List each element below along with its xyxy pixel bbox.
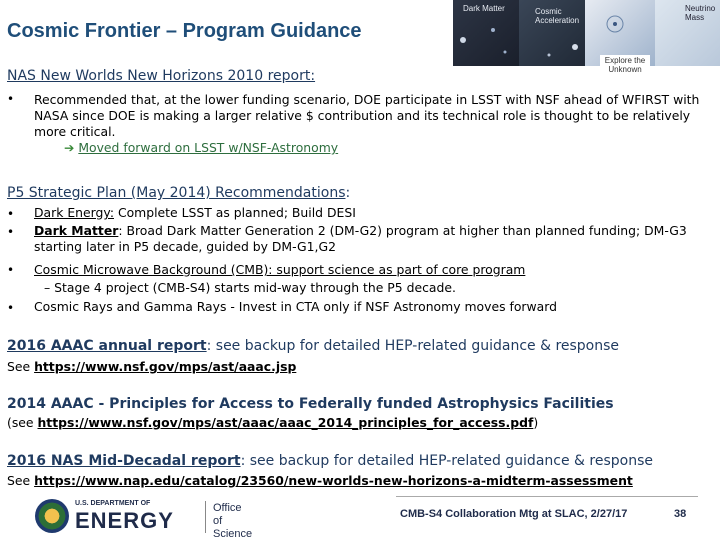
office-line-2: Science [213,528,253,540]
logo-divider [205,501,206,533]
aaac2014-see [7,415,538,431]
footer-divider [396,496,698,497]
doe-dept-text: U.S. DEPARTMENT OF [75,500,151,507]
dark-matter-label: Dark Matter [463,4,505,13]
bullet-dot: • [7,225,15,239]
nas2016-see-text: See [7,473,35,488]
nas-bullet-text [34,92,704,156]
aaac2016-heading-text: 2016 AAAC annual report [7,338,207,354]
doe-logo [35,497,253,540]
footer-meeting: CMB-S4 Collaboration Mtg at SLAC, 2/27/17 [400,508,628,520]
aaac2014-heading-text: 2014 AAAC - Principles for Access to Federally funded Astrophysics Facilities [7,396,614,412]
nas-heading-text: NAS New Worlds New Horizons 2010 report: [7,68,316,84]
p5-sub-bullet: – Stage 4 project (CMB-S4) starts mid-way through the P5 decade. [44,280,456,295]
frontier-image-strip [453,0,720,72]
p5-heading-text: P5 Strategic Plan (May 2014) Recommendations [7,185,346,201]
p5-bullet-cosmic-rays: Cosmic Rays and Gamma Rays - Invest in CTA only if NSF Astronomy moves forward [34,299,557,314]
bullet-dot: • [7,92,15,106]
nas-heading [7,68,315,84]
cluster-image [519,0,585,66]
bullet-dot: • [7,263,15,277]
neutrino-mass-label: Neutrino Mass [685,4,716,22]
p5-heading [7,185,350,201]
nas-bullet-body: Recommended that, at the lower funding scenario, DOE participate in LSST with NSF ahead of WFIRST with NASA since DOE is making a larger relative $ contribution and its technical role is thought to be relatively more critical. [34,92,700,139]
slide-title: Cosmic Frontier – Program Guidance [7,20,362,42]
p5-bullet-dark-matter [34,223,704,255]
aaac2016-heading [7,338,619,354]
cmb-text: Cosmic Microwave Background (CMB): support science as part of core program [34,262,526,277]
aaac2016-rest: : see backup for detailed HEP-related guidance & response [206,338,620,354]
office-line-1: Office of [213,502,242,527]
dark-matter-bullet-label: Dark Matter [34,223,119,238]
doe-energy-text: ENERGY [75,508,174,533]
cosmic-acceleration-label: Cosmic Acceleration [535,7,580,25]
aaac2014-heading [7,396,614,412]
neutrino-mass-tile [655,0,720,66]
nas2016-rest: : see backup for detailed HEP-related guidance & response [240,453,653,469]
aaac-link[interactable]: https://www.nsf.gov/mps/ast/aaac.jsp [34,359,297,374]
dark-energy-text: Complete LSST as planned; Build DESI [114,205,356,220]
cosmic-acceleration-tile [519,0,585,66]
dark-matter-bullet-text: : Broad Dark Matter Generation 2 (DM-G2) program at higher than planned funding; DM-G3 starting later in P5 decade, guided by DM-G1,G2 [34,223,687,254]
dark-energy-label: Dark Energy: [34,205,114,220]
aaac-principles-link[interactable]: https://www.nsf.gov/mps/ast/aaac/aaac_2014_principles_for_access.pdf [37,415,534,430]
nap-link[interactable]: https://www.nap.edu/catalog/23560/new-worlds-new-horizons-a-midterm-assessment [34,473,633,488]
bullet-dot: • [7,301,15,315]
doe-seal-icon [35,499,69,533]
arrow-icon: ➔ [64,140,79,155]
aaac2016-see-text: See [7,359,35,374]
dark-matter-tile [453,0,519,66]
explore-caption: Explore the Unknown [600,55,650,75]
aaac2016-see [7,359,296,375]
nas2016-heading [7,453,653,469]
p5-heading-colon: : [345,185,351,201]
p5-bullet-dark-energy [34,205,704,221]
aaac2014-close: ) [533,415,539,430]
p5-bullet-cmb [34,262,704,278]
moved-forward-text: Moved forward on LSST w/NSF-Astronomy [78,140,339,155]
page-number: 38 [674,508,687,520]
bullet-dot: • [7,207,15,221]
galaxy-image [453,0,519,66]
aaac2014-see-text: (see [7,415,38,430]
nas2016-see [7,473,633,489]
nas2016-heading-text: 2016 NAS Mid-Decadal report [7,453,241,469]
office-of-science [213,502,252,541]
